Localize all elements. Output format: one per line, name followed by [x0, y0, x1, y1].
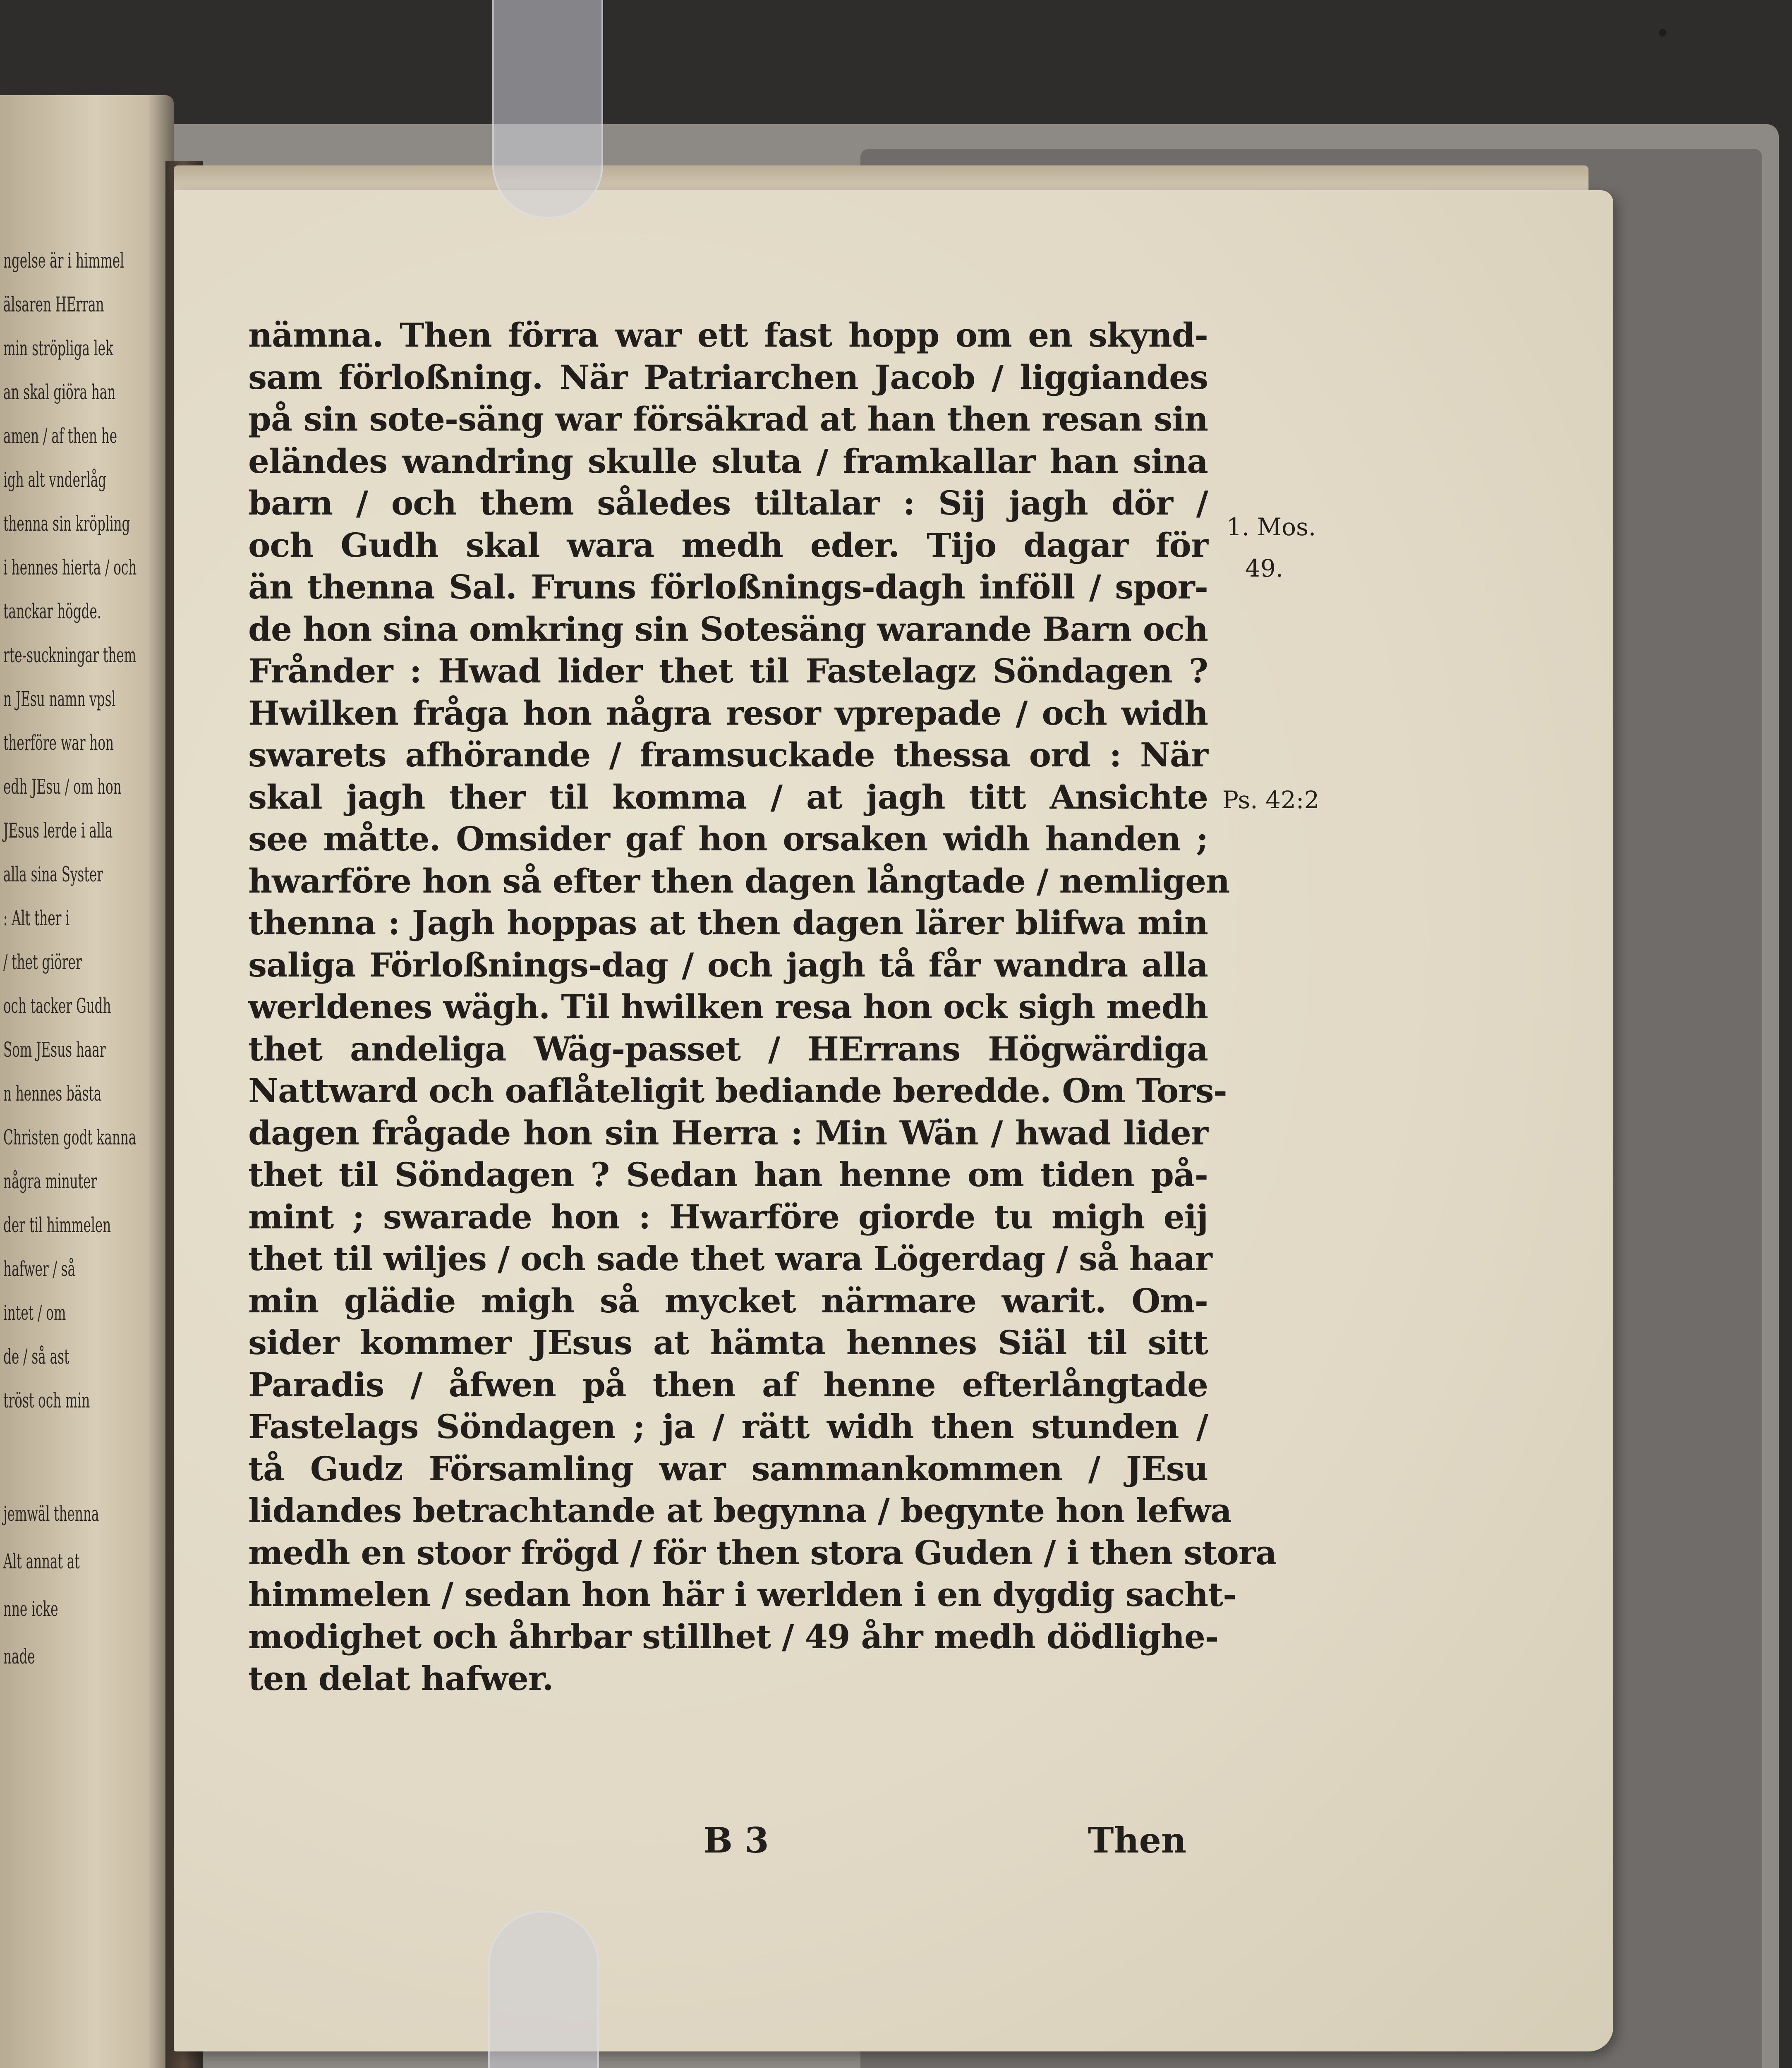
left-page-line: tröst och min	[3, 1388, 90, 1412]
text-line: min glädie migh så mycket närmare warit. Om-	[248, 1281, 1208, 1320]
left-page-line: intet / om	[3, 1301, 66, 1325]
text-line: nämna. Then förra war ett fast hopp om en skynd-	[248, 316, 1208, 354]
text-line: sider kommer JEsus at hämta hennes Siäl til sitt	[248, 1323, 1208, 1362]
left-page-line: der til himmelen	[3, 1213, 111, 1237]
left-page-line: n hennes bästa	[3, 1082, 102, 1106]
left-page-line: thenna sin kröpling	[3, 512, 130, 536]
text-line: hwarföre hon så efter then dagen långtade / nemligen	[248, 861, 1230, 900]
text-line: lidandes betrachtande at begynna / begynte hon lefwa	[248, 1491, 1231, 1530]
left-page-line: n JEsu namn vpsl	[3, 687, 116, 711]
left-page-line: några minuter	[3, 1169, 97, 1193]
left-page-line: de / så ast	[3, 1345, 69, 1369]
left-page-line: jemwäl thenna	[3, 1502, 99, 1526]
left-page-line: JEsus lerde i alla	[3, 819, 113, 843]
left-page-line: igh alt vnderlåg	[3, 468, 107, 492]
left-page-line: rte-suckningar them	[3, 643, 137, 667]
left-page-line: tanckar högde.	[3, 599, 101, 623]
text-line: dagen frågade hon sin Herra : Min Wän / hwad lider	[248, 1113, 1208, 1152]
text-line: himmelen / sedan hon här i werlden i en dygdig sacht-	[248, 1575, 1236, 1614]
text-line: sam förloßning. När Patriarchen Jacob / liggiandes	[248, 357, 1208, 397]
left-page-line: och tacker Gudh	[3, 994, 111, 1018]
text-line: Fastelags Söndagen ; ja / rätt widh then stunden /	[248, 1407, 1208, 1446]
text-line: på sin sote-säng war försäkrad at han then resan sin	[248, 400, 1208, 438]
text-line: eländes wandring skulle sluta / framkallar han sina	[248, 441, 1208, 481]
left-page-line: Som JEsus haar	[3, 1038, 106, 1062]
left-page-line: Christen godt kanna	[3, 1125, 137, 1149]
left-page-line: nade	[3, 1644, 35, 1668]
text-line: thet til wiljes / och sade thet wara Lögerdag / så haar	[248, 1239, 1212, 1278]
marginal-ref-psalm: Ps. 42:2	[1222, 786, 1320, 814]
left-page-line: therföre war hon	[3, 731, 114, 755]
text-line: mint ; swarade hon : Hwarföre giorde tu migh eij	[248, 1197, 1208, 1236]
text-line: de hon sina omkring sin Sotesäng warande Barn och	[248, 609, 1208, 649]
left-page-line: i hennes hierta / och	[3, 555, 137, 579]
text-line: skal jagh ther til komma / at jagh titt Ansichte	[248, 777, 1208, 816]
text-line: än thenna Sal. Fruns förloßnings-dagh inföll / spor-	[248, 567, 1208, 606]
text-line: Hwilken fråga hon några resor vprepade / och widh	[248, 693, 1208, 732]
text-line: modighet och åhrbar stillhet / 49 åhr medh dödlighe-	[248, 1617, 1219, 1656]
text-line: medh en stoor frögd / för then stora Guden / i then stora	[248, 1533, 1277, 1572]
left-page-line: hafwer / så	[3, 1257, 76, 1281]
text-line: thenna : Jagh hoppas at then dagen lärer blifwa min	[248, 903, 1208, 942]
text-line: thet andeliga Wäg-passet / HErrans Högwärdiga	[248, 1029, 1208, 1068]
text-line: Frånder : Hwad lider thet til Fastelagz Söndagen ?	[248, 651, 1208, 690]
marginal-ref-genesis-chapter: 49.	[1245, 554, 1284, 582]
left-page-line: / thet giörer	[3, 950, 82, 974]
text-line: Nattward och oaflåteligit bediande beredde. Om Tors-	[248, 1071, 1227, 1110]
text-line: ten delat hafwer.	[248, 1659, 553, 1698]
left-page-line: nne icke	[3, 1597, 58, 1621]
page-holder-strap-top	[492, 0, 603, 218]
text-line: Paradis / åfwen på then af henne efterlångtade	[248, 1365, 1208, 1404]
left-page-line: alla sina Syster	[3, 862, 103, 886]
text-line: och Gudh skal wara medh eder. Tijo dagar för	[248, 525, 1208, 565]
left-page-line: min ströpliga lek	[3, 336, 113, 360]
text-line: swarets afhörande / framsuckade thessa ord : När	[248, 735, 1208, 774]
left-page-line: : Alt ther i	[3, 906, 70, 930]
text-line: werldenes wägh. Til hwilken resa hon ock sigh medh	[248, 987, 1208, 1026]
left-page-line: an skal giöra han	[3, 380, 116, 404]
text-line: saliga Förloßnings-dag / och jagh tå får wandra alla	[248, 945, 1208, 984]
catchword: Then	[1088, 1820, 1187, 1861]
text-line: tå Gudz Församling war sammankommen / JEsu	[248, 1449, 1208, 1488]
signature-mark: B 3	[703, 1820, 769, 1861]
page-holder-strap-bottom	[488, 1911, 599, 2068]
text-line: thet til Söndagen ? Sedan han henne om tiden på-	[248, 1155, 1208, 1194]
left-page-line: Alt annat at	[3, 1549, 80, 1573]
left-page-line: edh JEsu / om hon	[3, 775, 122, 799]
left-page	[0, 95, 174, 2068]
marginal-ref-genesis: 1. Mos.	[1227, 513, 1316, 541]
dust-speck	[1659, 29, 1666, 36]
left-page-line: älsaren HErran	[3, 292, 104, 316]
left-page-line: amen / af then he	[3, 424, 117, 448]
text-line: barn / och them således tiltalar : Sij jagh dör /	[248, 483, 1208, 522]
left-page-line: ngelse är i himmel	[3, 249, 125, 273]
text-line: see måtte. Omsider gaf hon orsaken widh handen ;	[248, 819, 1208, 858]
